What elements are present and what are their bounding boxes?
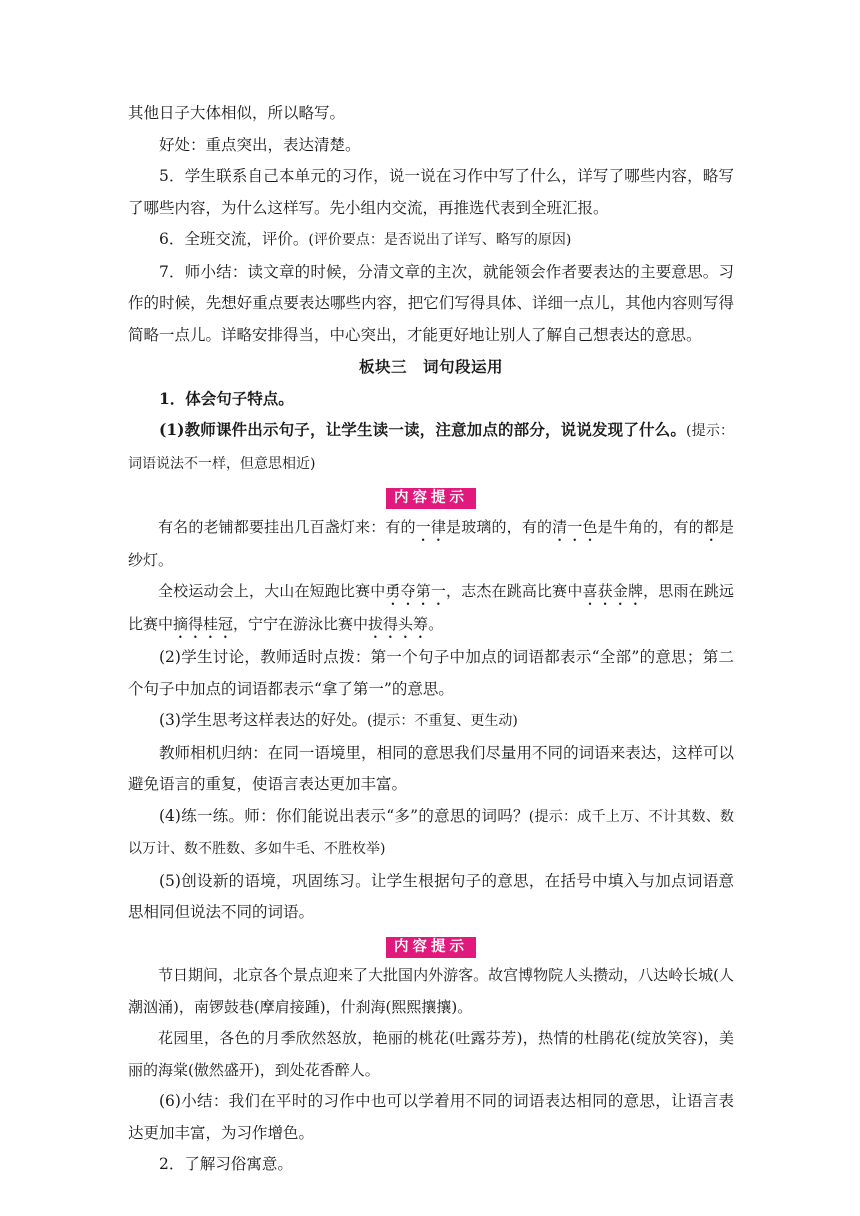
sentence-fragment: 是牛角的，有的 xyxy=(597,517,704,536)
item-1-3-tip: (提示：不重复、更生动) xyxy=(366,713,518,729)
sentence-fragment: 是玻璃的，有的 xyxy=(446,517,553,536)
example-sentence-1 xyxy=(128,512,734,577)
sentence-fragment: ，宁宁在游泳比赛中 xyxy=(233,615,369,633)
content-tip-badge-2-row xyxy=(128,929,734,961)
example-sentence-4: 花园里，各色的月季欣然怒放，艳丽的桃花(吐露芬芳)，热情的杜鹃花(绽放笑容)，美丽的海棠(傲然盛开)，到处花香醉人。 xyxy=(128,1029,734,1079)
content-tip-badge-1-row xyxy=(128,480,734,512)
section-title xyxy=(128,351,734,383)
paragraph-benefit: 好处：重点突出，表达清楚。 xyxy=(159,135,361,154)
paragraph-1-6: (6)小结：我们在平时的习作中也可以学着用不同的词语表达相同的意思，让语言表达更加丰富，为习作增色。 xyxy=(128,1092,734,1142)
paragraph-1-4 xyxy=(128,801,734,866)
paragraph-1-3 xyxy=(128,705,734,738)
dotted-word: 一律 xyxy=(415,517,447,536)
paragraph-step-6 xyxy=(128,224,734,257)
item-1-4-tip: (提示：成千上万、不计其数、数以万计、数不胜数、多如牛毛、不胜枚举) xyxy=(128,808,734,857)
dotted-word: 都 xyxy=(703,517,719,536)
item-1-3-text: (3)学生思考这样表达的好处。 xyxy=(159,711,367,729)
step-6-text: 6．全班交流，评价。 xyxy=(159,230,309,248)
dotted-word: 清一色 xyxy=(552,517,598,536)
lesson-content xyxy=(128,98,734,1181)
dotted-word: 勇夺第一 xyxy=(385,582,447,600)
sentence-fragment: 。 xyxy=(428,615,444,633)
sentence-fragment: ，志杰在跳高比赛中 xyxy=(446,582,583,600)
sentence-fragment: 全校运动会上，大山在短跑比赛中 xyxy=(158,582,386,600)
paragraph-1-1 xyxy=(128,414,734,480)
dotted-word: 摘得桂冠 xyxy=(173,615,234,633)
sentence-fragment: 有名的老铺都要挂出几百盏灯来：有的 xyxy=(158,517,416,536)
paragraph-intro: 其他日子大体相似，所以略写。 xyxy=(128,104,346,122)
sentence-fragment: 是纱灯。 xyxy=(128,517,734,569)
item-1-1-tip: (提示：词语说法不一样，但意思相近) xyxy=(128,423,734,472)
paragraph-teacher-summary: 教师相机归纳：在同一语境里，相同的意思我们尽量用不同的词语来表达，这样可以避免语言的重复，使语言表达更加丰富。 xyxy=(128,743,734,793)
paragraph-1-5: (5)创设新的语境，巩固练习。让学生根据句子的意思，在括号中填入与加点词语意思相同但说法不同的词语。 xyxy=(128,871,734,921)
section-title-text: 板块三 词句段运用 xyxy=(358,357,503,376)
subsection-1-title: 1．体会句子特点。 xyxy=(159,388,294,408)
item-1-4-text: (4)练一练。师：你们能说出表示“多”的意思的词吗？ xyxy=(159,806,529,825)
paragraph-step-5: 5．学生联系自己本单元的习作，说一说在习作中写了什么，详写了哪些内容，略写了哪些内容，为什么这样写。先小组内交流，再推选代表到全班汇报。 xyxy=(128,167,734,217)
subsection-2-title: 2．了解习俗寓意。 xyxy=(159,1155,293,1173)
item-1-1-text: (1)教师课件出示句子，让学生读一读，注意加点的部分，说说发现了什么。 xyxy=(159,420,687,439)
example-sentence-2 xyxy=(128,576,734,642)
content-tip-badge: 内容提示 xyxy=(386,937,476,958)
paragraph-1-2: (2)学生讨论，教师适时点拨：第一个句子中加点的词语都表示“全部”的意思；第二个句子中加点的词语都表示“拿了第一”的意思。 xyxy=(128,648,734,698)
example-sentence-3: 节日期间，北京各个景点迎来了大批国内外游客。故宫博物院人头攒动，八达岭长城(人潮汹涌)，南锣鼓巷(摩肩接踵)，什刹海(熙熙攘攘)。 xyxy=(128,966,734,1016)
paragraph-step-7: 7．师小结：读文章的时候，分清文章的主次，就能领会作者要表达的主要意思。习作的时候，先想好重点要表达哪些内容，把它们写得具体、详细一点儿，其他内容则写得简略一点儿。详略安排得当，中心突出，才能更好地让别人了解自己想表达的意思。 xyxy=(128,262,734,344)
step-6-tip: (评价要点：是否说出了详写、略写的原因) xyxy=(308,232,572,248)
content-tip-badge: 内容提示 xyxy=(386,488,476,509)
dotted-word: 喜获金牌 xyxy=(582,582,644,600)
dotted-word: 拔得头筹 xyxy=(368,615,429,633)
sentence-fragment: ，思雨在跳远比赛中 xyxy=(128,582,734,633)
